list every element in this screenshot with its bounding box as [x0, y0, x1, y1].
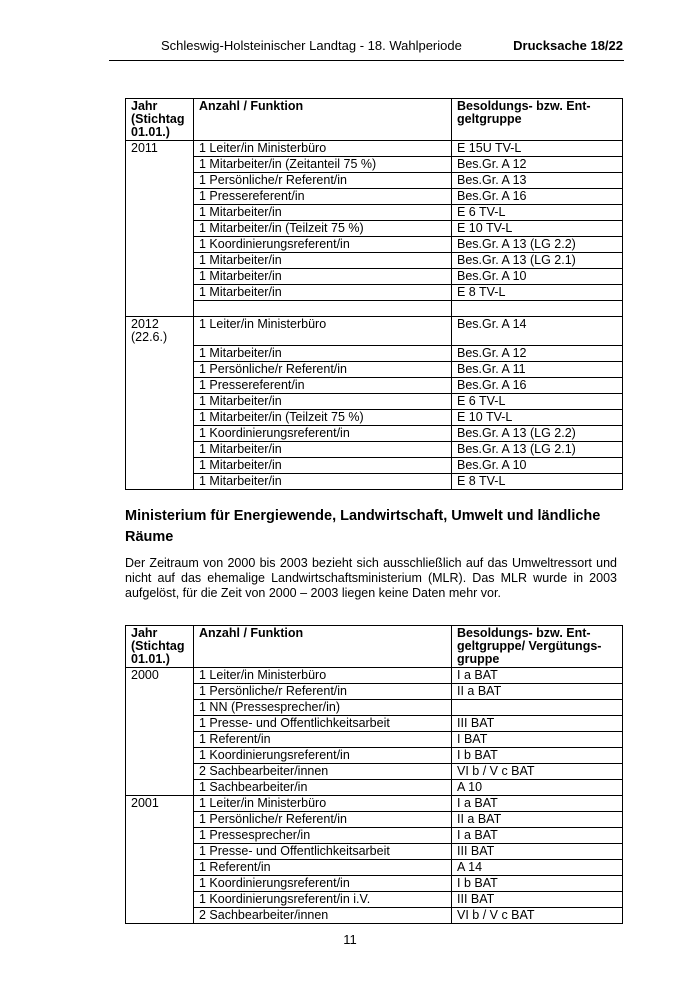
grade-cell: III BAT	[452, 892, 623, 908]
function-cell: 1 Pressesprecher/in	[194, 828, 452, 844]
function-cell: 1 Leiter/in Ministerbüro	[194, 141, 452, 157]
header-grade: Besoldungs- bzw. Ent-geltgruppe	[452, 99, 623, 141]
year-cell	[126, 828, 194, 844]
year-cell	[126, 221, 194, 237]
year-cell	[126, 157, 194, 173]
year-cell	[126, 441, 194, 457]
function-cell: 1 Leiter/in Ministerbüro	[194, 317, 452, 346]
year-cell: 2011	[126, 141, 194, 157]
table-row	[126, 812, 623, 828]
table-row	[126, 780, 623, 796]
year-cell	[126, 473, 194, 489]
function-cell: 1 Referent/in	[194, 732, 452, 748]
function-cell: 1 Mitarbeiter/in	[194, 457, 452, 473]
table-header-row	[126, 626, 623, 668]
table-row	[126, 457, 623, 473]
table-row	[126, 361, 623, 377]
table-row	[126, 764, 623, 780]
year-cell	[126, 425, 194, 441]
table-row	[126, 345, 623, 361]
grade-cell: E 10 TV-L	[452, 409, 623, 425]
table-row	[126, 684, 623, 700]
table-row	[126, 748, 623, 764]
table-row	[126, 189, 623, 205]
grade-cell: II a BAT	[452, 812, 623, 828]
grade-cell: I b BAT	[452, 748, 623, 764]
page-header	[109, 38, 623, 60]
grade-cell: E 15U TV-L	[452, 141, 623, 157]
function-cell: 1 Persönliche/r Referent/in	[194, 361, 452, 377]
year-cell	[126, 269, 194, 285]
year-cell	[126, 253, 194, 269]
year-cell	[126, 892, 194, 908]
year-cell	[126, 457, 194, 473]
grade-cell: III BAT	[452, 716, 623, 732]
year-cell	[126, 173, 194, 189]
function-cell: 1 Persönliche/r Referent/in	[194, 684, 452, 700]
year-cell	[126, 908, 194, 924]
grade-cell: Bes.Gr. A 12	[452, 157, 623, 173]
table-row	[126, 473, 623, 489]
table-row	[126, 157, 623, 173]
grade-cell: E 6 TV-L	[452, 393, 623, 409]
table-row	[126, 377, 623, 393]
year-cell: 2001	[126, 796, 194, 812]
grade-cell: I a BAT	[452, 668, 623, 684]
grade-cell: Bes.Gr. A 13	[452, 173, 623, 189]
table-row	[126, 221, 623, 237]
function-cell: 1 Koordinierungsreferent/in	[194, 425, 452, 441]
grade-cell: Bes.Gr. A 10	[452, 457, 623, 473]
grade-cell: Bes.Gr. A 11	[452, 361, 623, 377]
grade-cell: Bes.Gr. A 13 (LG 2.1)	[452, 441, 623, 457]
grade-cell: E 8 TV-L	[452, 285, 623, 301]
table-row	[126, 892, 623, 908]
grade-cell: Bes.Gr. A 14	[452, 317, 623, 346]
year-cell	[126, 812, 194, 828]
function-cell: 1 Mitarbeiter/in	[194, 393, 452, 409]
grade-cell: Bes.Gr. A 16	[452, 189, 623, 205]
section-title: Ministerium für Energiewende, Landwirtschaft, Umwelt und ländliche Räume	[125, 508, 601, 545]
year-cell	[126, 748, 194, 764]
grade-cell: I b BAT	[452, 876, 623, 892]
grade-cell: I a BAT	[452, 828, 623, 844]
year-cell	[126, 844, 194, 860]
year-cell	[126, 764, 194, 780]
table-row	[126, 860, 623, 876]
table-row	[126, 285, 623, 301]
function-cell: 1 Mitarbeiter/in	[194, 345, 452, 361]
header-doc-number: Drucksache 18/22	[513, 38, 623, 53]
function-cell: 1 Mitarbeiter/in	[194, 269, 452, 285]
table-body	[126, 141, 623, 490]
function-cell: 1 Koordinierungsreferent/in	[194, 237, 452, 253]
function-cell: 1 Koordinierungsreferent/in i.V.	[194, 892, 452, 908]
year-cell	[126, 700, 194, 716]
function-cell: 2 Sachbearbeiter/innen	[194, 908, 452, 924]
function-cell: 1 Koordinierungsreferent/in	[194, 876, 452, 892]
grade-cell: I a BAT	[452, 796, 623, 812]
header-function: Anzahl / Funktion	[194, 99, 452, 141]
year-cell	[126, 860, 194, 876]
function-cell: 1 Mitarbeiter/in (Teilzeit 75 %)	[194, 409, 452, 425]
table-row	[126, 908, 623, 924]
function-cell: 1 Mitarbeiter/in	[194, 441, 452, 457]
year-cell: 2000	[126, 668, 194, 684]
table-row	[126, 301, 623, 317]
table-row	[126, 796, 623, 812]
year-cell	[126, 361, 194, 377]
function-cell: 1 Mitarbeiter/in	[194, 285, 452, 301]
table-row	[126, 269, 623, 285]
table-row	[126, 844, 623, 860]
grade-cell: VI b / V c BAT	[452, 764, 623, 780]
function-cell: 1 Mitarbeiter/in	[194, 253, 452, 269]
grade-cell: Bes.Gr. A 16	[452, 377, 623, 393]
year-cell	[126, 780, 194, 796]
grade-cell	[452, 700, 623, 716]
header-grade: Besoldungs- bzw. Ent-geltgruppe/ Vergütungs-gruppe	[452, 626, 623, 668]
grade-cell: Bes.Gr. A 12	[452, 345, 623, 361]
grade-cell: E 10 TV-L	[452, 221, 623, 237]
grade-cell: Bes.Gr. A 10	[452, 269, 623, 285]
grade-cell: A 14	[452, 860, 623, 876]
header-function: Anzahl / Funktion	[194, 626, 452, 668]
function-cell: 1 Mitarbeiter/in	[194, 205, 452, 221]
grade-cell: A 10	[452, 780, 623, 796]
function-cell: 1 Leiter/in Ministerbüro	[194, 668, 452, 684]
function-cell: 1 Persönliche/r Referent/in	[194, 812, 452, 828]
year-cell: 2012 (22.6.)	[126, 317, 194, 346]
grade-cell: I BAT	[452, 732, 623, 748]
year-cell	[126, 301, 194, 317]
function-cell: 1 Mitarbeiter/in (Teilzeit 75 %)	[194, 221, 452, 237]
function-cell: 1 Presse- und Offentlichkeitsarbeit	[194, 844, 452, 860]
function-cell: 1 Presse- und Offentlichkeitsarbeit	[194, 716, 452, 732]
table-row	[126, 732, 623, 748]
function-cell: 1 NN (Pressesprecher/in)	[194, 700, 452, 716]
section-paragraph: Der Zeitraum von 2000 bis 2003 bezieht sich ausschließlich auf das Umweltressort und nicht auf das ehemalige Landwirtschaftsministerium (MLR). Das MLR wurde in 2003 aufgelöst, für die Zeit von 2000 – 2003 liegen keine Daten mehr vor.	[125, 556, 617, 600]
year-cell	[126, 189, 194, 205]
function-cell: 1 Mitarbeiter/in	[194, 473, 452, 489]
year-cell	[126, 345, 194, 361]
table-row	[126, 409, 623, 425]
function-cell: 2 Sachbearbeiter/innen	[194, 764, 452, 780]
table-row	[126, 876, 623, 892]
year-cell	[126, 205, 194, 221]
table-row	[126, 253, 623, 269]
function-cell: 1 Pressereferent/in	[194, 377, 452, 393]
table-row	[126, 173, 623, 189]
function-cell: 1 Pressereferent/in	[194, 189, 452, 205]
grade-cell: E 6 TV-L	[452, 205, 623, 221]
grade-cell: III BAT	[452, 844, 623, 860]
staff-table-2011-2012	[125, 98, 623, 490]
function-cell: 1 Mitarbeiter/in (Zeitanteil 75 %)	[194, 157, 452, 173]
function-cell: 1 Koordinierungsreferent/in	[194, 748, 452, 764]
table-body	[126, 668, 623, 924]
function-cell: 1 Referent/in	[194, 860, 452, 876]
table-row	[126, 317, 623, 346]
table-row	[126, 828, 623, 844]
function-cell: 1 Persönliche/r Referent/in	[194, 173, 452, 189]
header-divider	[109, 60, 624, 61]
table-row	[126, 441, 623, 457]
table-header-row	[126, 99, 623, 141]
table-row	[126, 237, 623, 253]
table-row	[126, 141, 623, 157]
grade-cell: Bes.Gr. A 13 (LG 2.2)	[452, 425, 623, 441]
table-row	[126, 425, 623, 441]
header-year: Jahr (Stichtag 01.01.)	[126, 99, 194, 141]
grade-cell: E 8 TV-L	[452, 473, 623, 489]
table-row	[126, 716, 623, 732]
year-cell	[126, 393, 194, 409]
table-row	[126, 205, 623, 221]
function-cell: 1 Sachbearbeiter/in	[194, 780, 452, 796]
year-cell	[126, 237, 194, 253]
grade-cell: Bes.Gr. A 13 (LG 2.1)	[452, 253, 623, 269]
grade-cell	[452, 301, 623, 317]
grade-cell: Bes.Gr. A 13 (LG 2.2)	[452, 237, 623, 253]
year-cell	[126, 716, 194, 732]
header-year: Jahr (Stichtag 01.01.)	[126, 626, 194, 668]
table-row	[126, 668, 623, 684]
year-cell	[126, 876, 194, 892]
page-number: 11	[343, 932, 357, 947]
table-row	[126, 393, 623, 409]
grade-cell: VI b / V c BAT	[452, 908, 623, 924]
year-cell	[126, 732, 194, 748]
year-cell	[126, 285, 194, 301]
function-cell	[194, 301, 452, 317]
year-cell	[126, 377, 194, 393]
staff-table-2000-2001	[125, 625, 623, 924]
year-cell	[126, 684, 194, 700]
function-cell: 1 Leiter/in Ministerbüro	[194, 796, 452, 812]
table-row	[126, 700, 623, 716]
year-cell	[126, 409, 194, 425]
grade-cell: II a BAT	[452, 684, 623, 700]
header-title: Schleswig-Holsteinischer Landtag - 18. Wahlperiode	[161, 38, 462, 53]
